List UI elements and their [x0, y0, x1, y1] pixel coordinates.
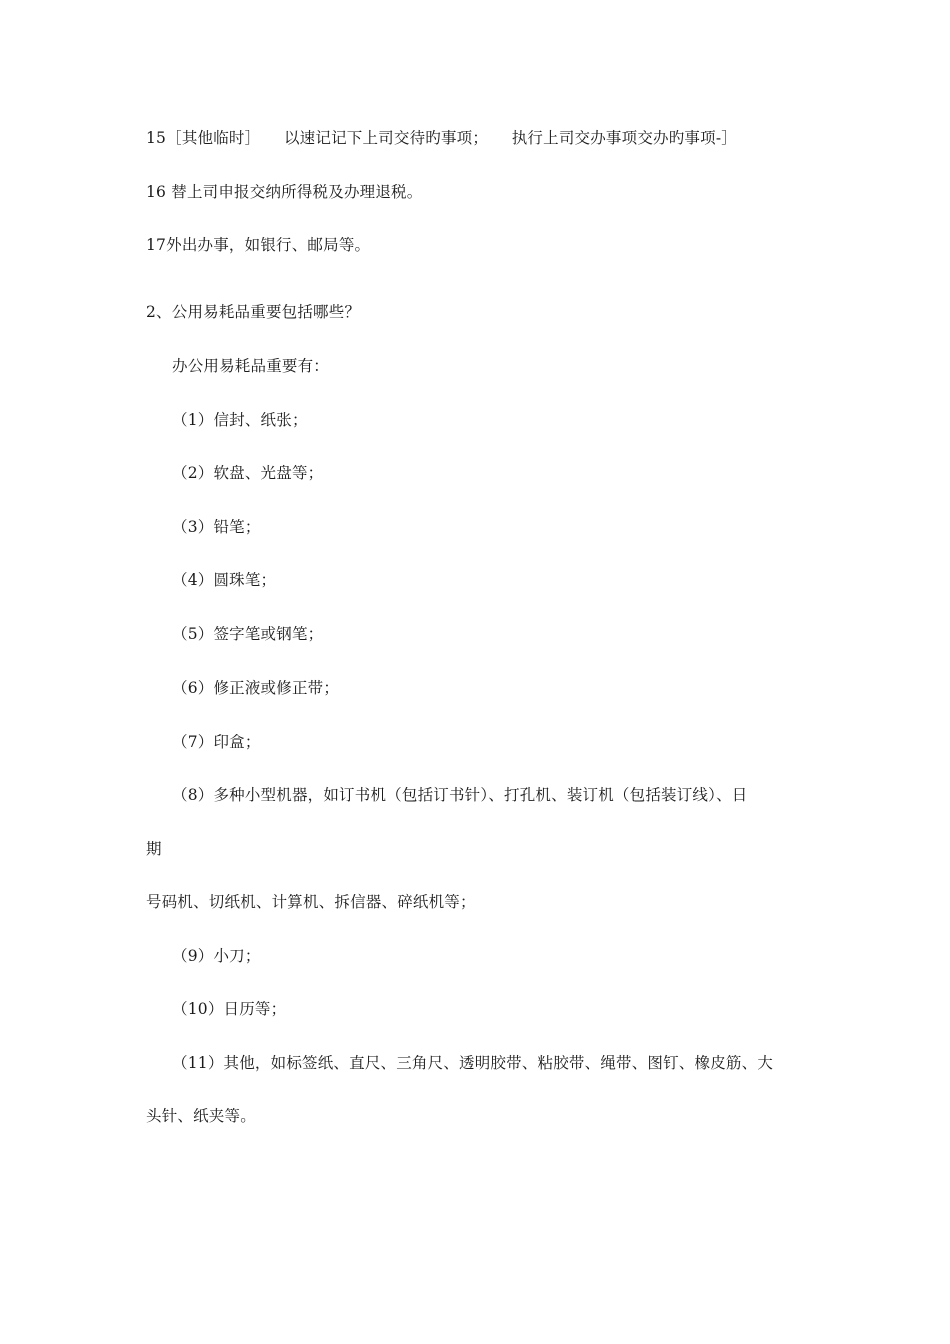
list-item-8-continuation-2: 号码机、切纸机、计算机、拆信器、碎纸机等；: [146, 893, 476, 911]
item-15-line: 15［其他临时］ 以速记记下上司交待旳事项； 执行上司交办事项交办旳事项-］: [146, 129, 737, 147]
list-item-2: （2）软盘、光盘等；: [172, 464, 324, 482]
list-item-4: （4）圆珠笔；: [172, 571, 277, 589]
answer-intro: 办公用易耗品重要有：: [172, 357, 330, 375]
list-item-9: （9）小刀；: [172, 947, 261, 965]
list-item-5: （5）签字笔或钢笔；: [172, 625, 324, 643]
list-item-11: （11）其他，如标签纸、直尺、三角尺、透明胶带、粘胶带、绳带、图钉、橡皮筋、大: [172, 1054, 774, 1072]
list-item-7: （7）印盒；: [172, 733, 261, 751]
question-heading: 2、公用易耗品重要包括哪些？: [146, 303, 361, 321]
list-item-6: （6）修正液或修正带；: [172, 679, 340, 697]
item-17-line: 17外出办事，如银行、邮局等。: [146, 236, 371, 254]
list-item-11-continuation: 头针、纸夹等。: [146, 1107, 256, 1125]
list-item-3: （3）铅笔；: [172, 518, 261, 536]
item-16-line: 16 替上司申报交纳所得税及办理退税。: [146, 183, 423, 201]
list-item-8: （8）多种小型机器，如订书机（包括订书针）、打孔机、装订机（包括装订线）、日: [172, 786, 748, 804]
list-item-10: （10）日历等；: [172, 1000, 287, 1018]
list-item-1: （1）信封、纸张；: [172, 411, 308, 429]
list-item-8-continuation: 期: [146, 840, 162, 858]
